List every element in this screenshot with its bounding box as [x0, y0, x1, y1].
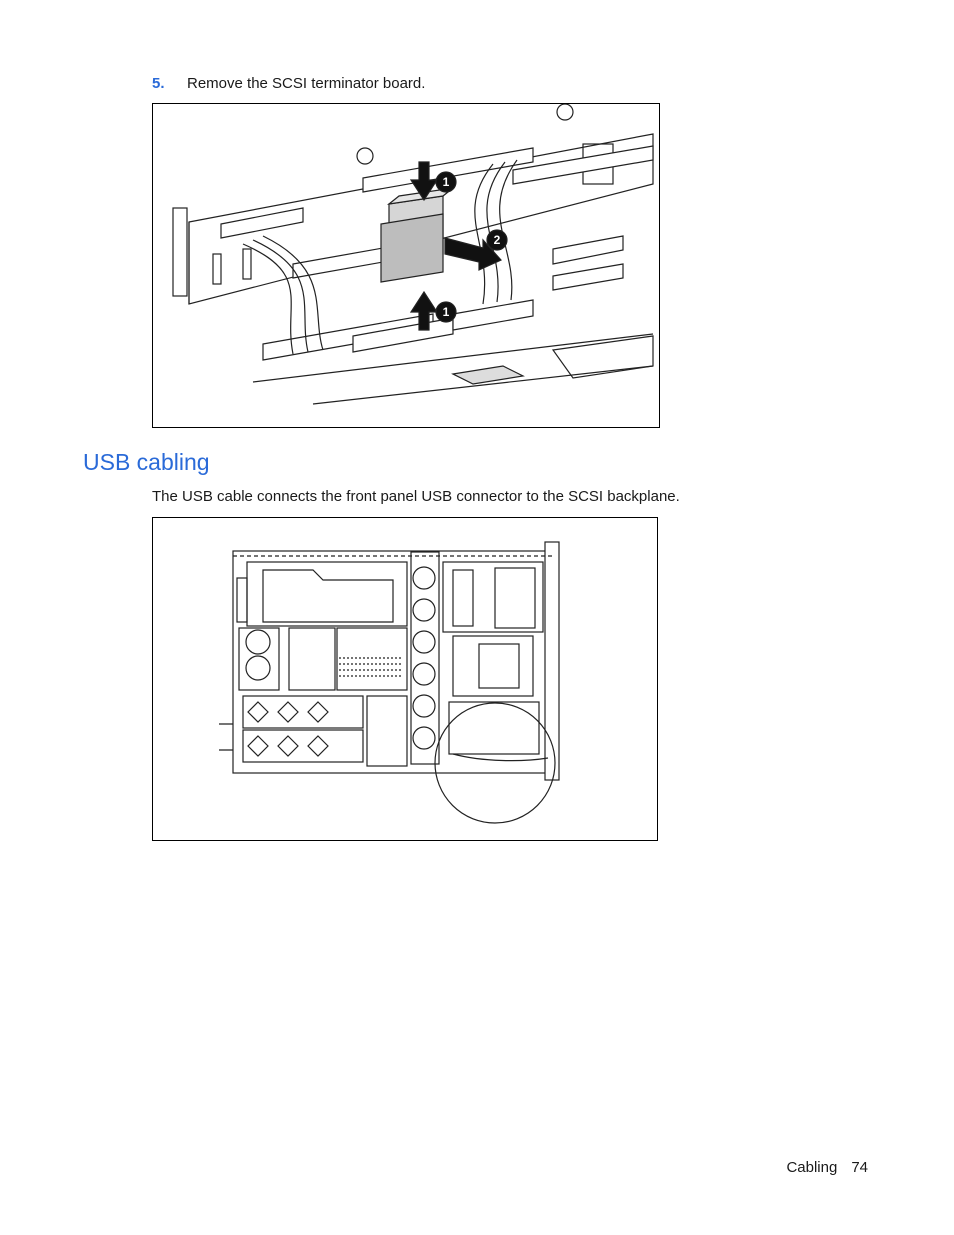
terminator-board-drawing — [153, 104, 658, 426]
page-number: 74 — [851, 1159, 868, 1176]
usb-cabling-drawing — [153, 518, 656, 839]
footer-section: Cabling — [786, 1159, 838, 1176]
section-heading: USB cabling — [83, 449, 210, 475]
callout-1-top: 1 — [442, 175, 450, 189]
page-footer — [786, 1158, 868, 1178]
section-paragraph: The USB cable connects the front panel USB connector to the SCSI backplane. — [152, 488, 680, 505]
step-number: 5. — [152, 75, 165, 92]
step-text: Remove the SCSI terminator board. — [187, 75, 426, 92]
callout-2: 2 — [493, 233, 501, 247]
callout-1-bottom: 1 — [442, 305, 450, 319]
procedure-step — [152, 74, 425, 94]
terminator-board-illustration — [152, 103, 660, 428]
usb-cabling-illustration — [152, 517, 658, 841]
